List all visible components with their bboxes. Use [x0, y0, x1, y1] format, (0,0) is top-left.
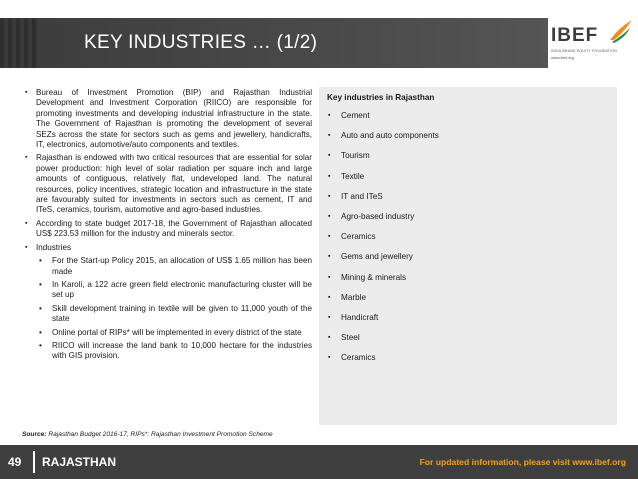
sub-bullet-text: For the Start-up Policy 2015, an allocation of US$ 1.65 million has been made	[52, 256, 312, 276]
square-bullet-icon: ▪	[328, 293, 331, 301]
footer	[0, 445, 638, 479]
dot-bullet-icon: •	[39, 279, 42, 289]
industry-item	[327, 207, 607, 227]
footer-divider	[33, 451, 35, 473]
industry-item	[327, 288, 607, 308]
industry-label: Marble	[341, 292, 367, 302]
square-bullet-icon: ▪	[328, 273, 331, 281]
industry-label: Handicraft	[341, 312, 379, 322]
sub-bullet-item	[22, 304, 312, 325]
bullet-item	[22, 153, 312, 215]
industry-label: Ceramics	[341, 353, 376, 363]
square-bullet-icon: ▪	[328, 253, 331, 261]
square-bullet-icon: ▪	[328, 112, 331, 119]
page-number: 49	[8, 455, 22, 469]
dot-bullet-icon: •	[39, 340, 42, 350]
industry-label: Tourism	[341, 151, 370, 161]
square-bullet-icon: ▪	[328, 313, 331, 321]
sub-bullet-text: Online portal of RIPs* will be implemented in every district of the state	[52, 327, 302, 337]
industry-label: Cement	[341, 111, 370, 120]
square-bullet-icon: ▪	[25, 89, 28, 96]
industry-item	[327, 187, 607, 207]
key-industries-box	[319, 87, 617, 425]
dot-bullet-icon: •	[39, 256, 42, 266]
industry-label: Mining & minerals	[341, 272, 407, 282]
industry-item	[327, 106, 607, 126]
bullet-item	[22, 88, 312, 150]
bullet-text: Bureau of Investment Promotion (BIP) and Rajasthan Industrial Development and Investment Corporation (RIICO) are responsible for promoting investments and developing industrial infrastructure in the state. The Government of Rajasthan is promoting the development of several SEZs across the state for sectors such as gems and jewellery, handicrafts, IT, electronics, automotive/auto components and textiles.	[36, 88, 312, 150]
bullet-item	[22, 219, 312, 240]
square-bullet-icon: ▪	[328, 132, 331, 140]
sub-bullet-item	[22, 328, 312, 338]
source-label: Source:	[22, 431, 47, 438]
square-bullet-icon: ▪	[328, 334, 331, 342]
square-bullet-icon: ▪	[328, 233, 331, 241]
sub-bullet-text: In Karoli, a 122 acre green field electronic manufacturing cluster will be set up	[52, 279, 312, 300]
square-bullet-icon: ▪	[328, 172, 331, 180]
footer-state: RAJASTHAN	[42, 455, 117, 469]
logo-tagline: INDIA BRAND EQUITY FOUNDATION	[551, 49, 617, 53]
industry-label: Gems and jewellery	[341, 252, 413, 262]
square-bullet-icon: ▪	[328, 354, 331, 362]
bullet-text: According to state budget 2017-18, the Government of Rajasthan allocated US$ 223.53 million for the industry and minerals sector.	[36, 218, 312, 239]
bullet-text: Rajasthan is endowed with two critical resources that are essential for solar power production: high level of solar radiation per square inch and large amounts of contiguous, relatively flat, undeveloped land. The natural resources, policy incentives, strategic location and infrastructure in the state are favourably suited for investments in sectors such as cement, IT and ITeS, ceramics, tourism, automotive and agro-based industries.	[36, 153, 312, 215]
industry-label: Agro-based industry	[341, 211, 415, 221]
square-bullet-icon: ▪	[328, 152, 331, 160]
industry-item	[327, 126, 607, 146]
square-bullet-icon: ▪	[25, 154, 28, 162]
industry-item	[327, 268, 607, 288]
dot-bullet-icon: •	[39, 327, 42, 337]
bird-logo-icon	[606, 18, 634, 46]
sub-bullet-item	[22, 341, 312, 362]
sub-bullet-item	[22, 256, 312, 277]
industry-label: IT and ITeS	[341, 191, 383, 201]
logo-url: www.ibef.org	[551, 55, 574, 60]
dot-bullet-icon: •	[39, 303, 42, 313]
sub-bullet-text: RIICO will increase the land bank to 10,000 hectare for the industries with GIS provision.	[52, 340, 312, 361]
left-column	[22, 88, 312, 365]
industry-item	[327, 308, 607, 328]
bullet-item	[22, 243, 312, 253]
industry-item	[327, 227, 607, 247]
industry-label: Textile	[341, 171, 365, 181]
square-bullet-icon: ▪	[25, 243, 28, 251]
industry-item	[327, 146, 607, 166]
industry-item	[327, 328, 607, 348]
bullet-text: Industries	[36, 242, 72, 252]
page-title: KEY INDUSTRIES … (1/2)	[84, 32, 318, 53]
square-bullet-icon: ▪	[25, 219, 28, 227]
industry-item	[327, 167, 607, 187]
industry-label: Auto and auto components	[341, 131, 439, 141]
industry-label: Steel	[341, 333, 360, 343]
industry-item	[327, 247, 607, 267]
industry-label: Ceramics	[341, 232, 376, 242]
source-text: Rajasthan Budget 2016-17, RIPs*: Rajasthan Investment Promotion Scheme	[48, 431, 273, 438]
footer-link[interactable]: For updated information, please visit www.ibef.org	[419, 457, 626, 467]
sub-bullet-text: Skill development training in textile will be given to 11,000 youth of the state	[52, 303, 312, 324]
ibef-logo[interactable]	[548, 18, 638, 68]
sub-bullet-item	[22, 280, 312, 301]
industry-list	[327, 106, 607, 368]
industry-item	[327, 348, 607, 368]
source-note	[22, 431, 273, 438]
square-bullet-icon: ▪	[328, 192, 331, 200]
logo-text: IBEF	[551, 25, 599, 46]
square-bullet-icon: ▪	[328, 212, 331, 220]
box-title: Key industries in Rajasthan	[327, 93, 435, 102]
